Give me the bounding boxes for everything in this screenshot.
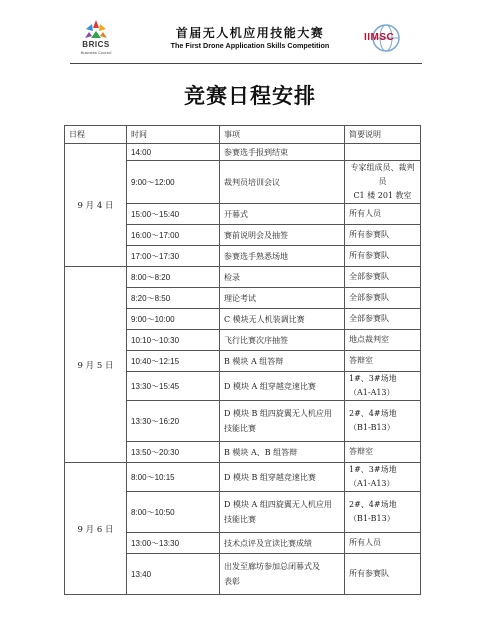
note-cell: 全部参赛队 <box>345 309 421 330</box>
time-cell: 13:30～16:20 <box>127 401 220 442</box>
item-cell <box>220 401 345 442</box>
schedule-table <box>64 125 421 595</box>
competition-title-en: The First Drone Application Skills Competition <box>170 41 330 50</box>
note-cell: 1#、3#场地（A1-A13） <box>345 463 421 492</box>
competition-title-cn: 首届无人机应用技能大赛 <box>175 26 325 40</box>
note-cell <box>345 144 421 161</box>
note-cell: 所有人员 <box>345 533 421 554</box>
item-cell: C 模块无人机装调比赛 <box>220 309 345 330</box>
time-cell: 13:30～15:45 <box>127 372 220 401</box>
note-cell: 答辩室 <box>345 351 421 372</box>
item-line: 表彰 <box>224 577 240 586</box>
page-title: 竞赛日程安排 <box>184 84 316 108</box>
item-cell: 技术点评及宣读比赛成绩 <box>220 533 345 554</box>
note-cell: 答辩室 <box>345 442 421 463</box>
header-note: 简要说明 <box>345 126 421 144</box>
time-cell: 15:00～15:40 <box>127 204 220 225</box>
note-cell: 所有参赛队 <box>345 246 421 267</box>
note-cell: 地点裁判室 <box>345 330 421 351</box>
time-cell: 10:40～12:15 <box>127 351 220 372</box>
item-cell: D 模块 B 组穿越竞速比赛 <box>220 463 345 492</box>
brics-logo <box>74 18 118 62</box>
table-row <box>65 463 421 492</box>
time-cell: 13:50～20:30 <box>127 442 220 463</box>
time-cell: 8:20～8:50 <box>127 288 220 309</box>
logo-subtext: Business Council <box>80 50 112 55</box>
iimsc-logo <box>362 20 402 56</box>
item-line: 出发至廊坊参加总闭幕式及 <box>224 562 320 571</box>
time-cell: 10:10～10:30 <box>127 330 220 351</box>
header-time: 时间 <box>127 126 220 144</box>
item-cell: 理论考试 <box>220 288 345 309</box>
table-row <box>65 144 421 161</box>
item-cell: D 模块 A 组穿越竞速比赛 <box>220 372 345 401</box>
note-line: 专家组成员、裁判员 <box>350 163 415 186</box>
date-cell: 9 月 4 日 <box>65 144 127 267</box>
time-cell: 8:00～8:20 <box>127 267 220 288</box>
time-cell: 17:00～17:30 <box>127 246 220 267</box>
time-cell: 8:00～10:50 <box>127 492 220 533</box>
item-cell: 裁判员培训会议 <box>220 161 345 204</box>
time-cell: 13:00～13:30 <box>127 533 220 554</box>
time-cell: 9:00～12:00 <box>127 161 220 204</box>
item-line: D 模块 B 组四旋翼无人机应用 <box>224 409 332 418</box>
note-cell: 所有参赛队 <box>345 554 421 595</box>
document-header <box>0 0 500 62</box>
item-line: 技能比赛 <box>224 424 256 433</box>
time-cell: 16:00～17:00 <box>127 225 220 246</box>
note-cell: 所有参赛队 <box>345 225 421 246</box>
item-cell: B 模块 A、B 组答辩 <box>220 442 345 463</box>
note-cell: 全部参赛队 <box>345 288 421 309</box>
logo-wordmark: BRICS <box>82 40 110 49</box>
date-cell: 9 月 5 日 <box>65 267 127 463</box>
item-cell: 检录 <box>220 267 345 288</box>
note-line: C1 楼 201 教室 <box>353 191 412 200</box>
note-cell: 2#、4#场地（B1-B13） <box>345 492 421 533</box>
item-cell: B 模块 A 组答辩 <box>220 351 345 372</box>
header-item: 事项 <box>220 126 345 144</box>
time-cell: 13:40 <box>127 554 220 595</box>
note-cell: 2#、4#场地（B1-B13） <box>345 401 421 442</box>
item-cell: 飞行比赛次序抽签 <box>220 330 345 351</box>
item-cell <box>220 554 345 595</box>
note-cell: 所有人员 <box>345 204 421 225</box>
item-line: 技能比赛 <box>224 515 256 524</box>
table-row <box>65 267 421 288</box>
time-cell: 9:00～10:00 <box>127 309 220 330</box>
item-cell: 参赛选手报到结束 <box>220 144 345 161</box>
item-line: D 模块 A 组四旋翼无人机应用 <box>224 500 332 509</box>
note-cell: 全部参赛队 <box>345 267 421 288</box>
item-cell: 参赛选手熟悉场地 <box>220 246 345 267</box>
item-cell: 开幕式 <box>220 204 345 225</box>
time-cell: 8:00～10:15 <box>127 463 220 492</box>
time-cell: 14:00 <box>127 144 220 161</box>
table-header-row <box>65 126 421 144</box>
item-cell <box>220 492 345 533</box>
header-divider <box>70 63 422 64</box>
note-cell <box>345 161 421 204</box>
logo-wordmark-right: IIMSC <box>364 32 395 43</box>
header-date: 日程 <box>65 126 127 144</box>
date-cell: 9 月 6 日 <box>65 463 127 595</box>
note-cell: 1#、3#场地（A1-A13） <box>345 372 421 401</box>
item-cell: 赛前说明会及抽签 <box>220 225 345 246</box>
